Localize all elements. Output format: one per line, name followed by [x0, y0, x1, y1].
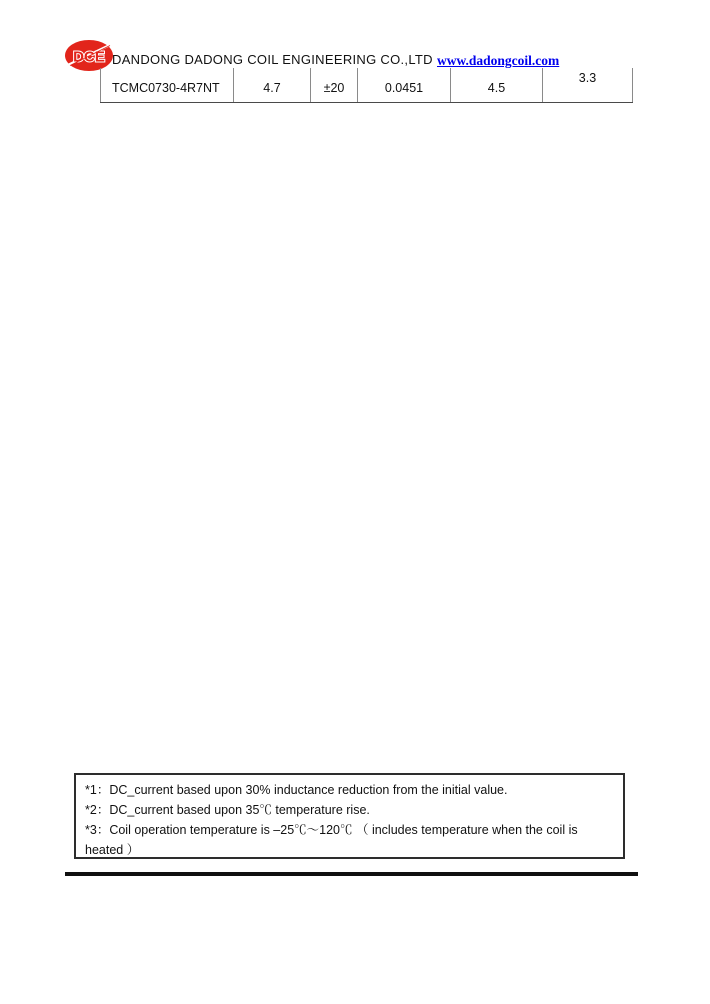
spec-table-row	[100, 68, 633, 103]
note-line: *2：DC_current based upon 35℃ temperature rise.	[85, 803, 370, 817]
note-line: heated ）	[85, 843, 140, 857]
spec-cell: ±20	[310, 68, 357, 102]
spec-cell: 0.0451	[357, 68, 450, 102]
logo-text: DCE	[73, 48, 105, 66]
spec-cell-part-number: TCMC0730-4R7NT	[100, 68, 233, 102]
note-line: *1：DC_current based upon 30% inductance reduction from the initial value.	[85, 783, 508, 797]
company-name: DANDONG DADONG COIL ENGINEERING CO.,LTD	[112, 52, 433, 67]
footnotes-box	[74, 773, 625, 859]
website-link[interactable]: www.dadongcoil.com	[437, 53, 560, 68]
spec-cell: 3.3	[542, 68, 633, 102]
note-line: *3：Coil operation temperature is –25℃～120℃ （ includes temperature when the coil is	[85, 823, 578, 837]
spec-cell: 4.5	[450, 68, 542, 102]
footer-rule	[65, 872, 638, 876]
spec-cell: 4.7	[233, 68, 310, 102]
